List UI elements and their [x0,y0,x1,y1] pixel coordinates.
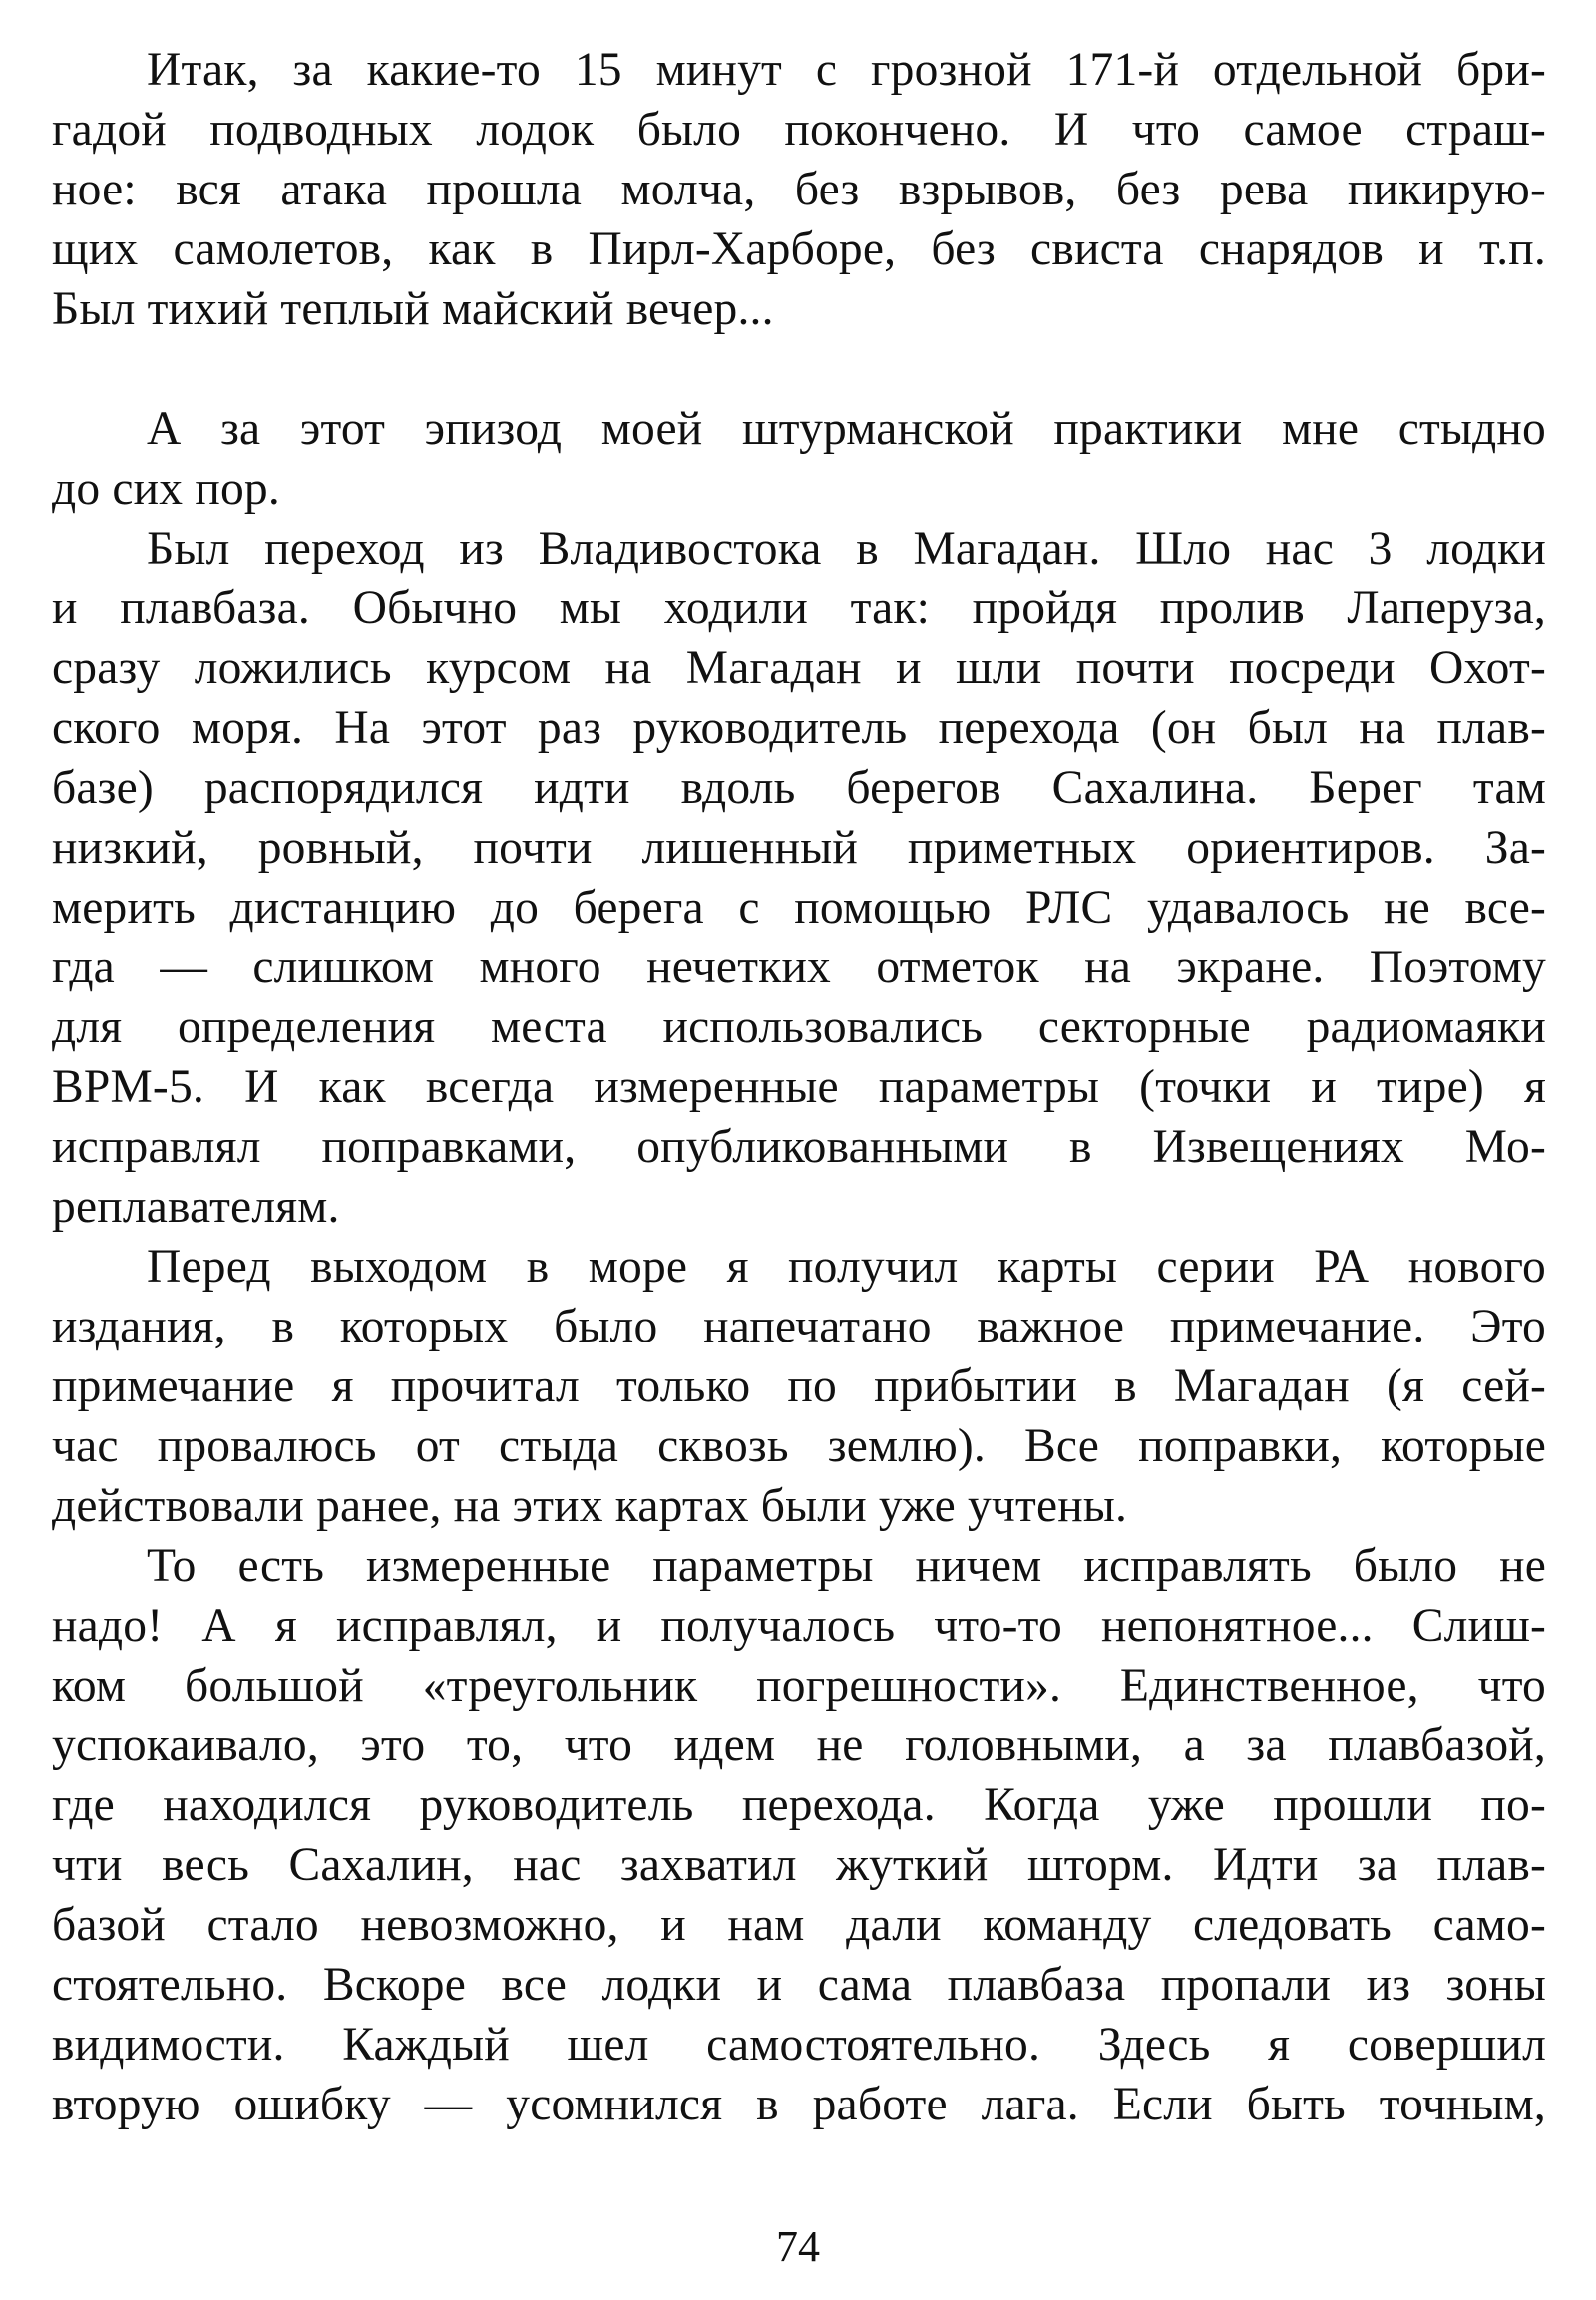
text-line: действовали ранее, на этих картах были уже учтены. [52,1480,1128,1532]
text-line: чти весь Сахалин, нас захватил жуткий шторм. Идти за плав- [52,1839,1546,1891]
text-line: А за этот эпизод моей штурманской практики мне стыдно [147,403,1546,455]
text-line: вторую ошибку — усомнился в работе лага. Если быть точным, [52,2079,1546,2130]
text-line: гда — слишком много нечетких отметок на экране. Поэтому [52,942,1546,993]
text-line: То есть измеренные параметры ничем исправлять было не [147,1540,1546,1592]
text-line: час провалюсь от стыда сквозь землю). Все поправки, которые [52,1420,1546,1472]
text-line: где находился руководитель перехода. Когда уже прошли по- [52,1779,1546,1831]
text-line: и плавбаза. Обычно мы ходили так: пройдя пролив Лаперуза, [52,582,1546,634]
text-line: базой стало невозможно, и нам дали команду следовать само- [52,1899,1546,1951]
text-line: низкий, ровный, почти лишенный приметных ориентиров. За- [52,822,1546,874]
text-line: стоятельно. Вскоре все лодки и сама плавбаза пропали из зоны [52,1959,1546,2011]
text-line: базе) распорядился идти вдоль берегов Сахалина. Берег там [52,762,1546,814]
text-line: Был переход из Владивостока в Магадан. Шло нас 3 лодки [147,523,1546,575]
text-line: сразу ложились курсом на Магадан и шли почти посреди Охот- [52,642,1546,694]
text-line: Был тихий теплый майский вечер... [52,283,774,335]
text-line: издания, в которых было напечатано важное примечание. Это [52,1301,1546,1352]
text-line: реплавателям. [52,1181,340,1233]
text-line: видимости. Каждый шел самостоятельно. Здесь я совершил [52,2019,1546,2071]
text-line: ВРМ-5. И как всегда измеренные параметры (точки и тире) я [52,1061,1546,1113]
text-line: примечание я прочитал только по прибытии в Магадан (я сей- [52,1360,1546,1412]
text-line: надо! А я исправлял, и получалось что-то непонятное... Слиш- [52,1600,1546,1652]
text-line: щих самолетов, как в Пирл-Харборе, без свиста снарядов и т.п. [52,223,1546,275]
book-page [52,40,1546,2264]
text-line: успокаивало, это то, что идем не головными, а за плавбазой, [52,1720,1546,1771]
text-line: гадой подводных лодок было покончено. И что самое страш- [52,104,1546,156]
text-line: до сих пор. [52,463,280,515]
text-line: ное: вся атака прошла молча, без взрывов, без рева пикирую- [52,164,1546,215]
text-line: Итак, за какие-то 15 минут с грозной 171-й отдельной бри- [147,44,1546,96]
text-line: ского моря. На этот раз руководитель перехода (он был на плав- [52,702,1546,754]
page-number: 74 [776,2222,820,2271]
text-line: мерить дистанцию до берега с помощью РЛС удавалось не все- [52,882,1546,934]
text-line: ком большой «треугольник погрешности». Единственное, что [52,1660,1546,1712]
text-line: для определения места использовались секторные радиомаяки [52,1001,1546,1053]
text-line: исправлял поправками, опубликованными в Извещениях Мо- [52,1121,1546,1173]
text-line: Перед выходом в море я получил карты серии РА нового [147,1241,1546,1293]
